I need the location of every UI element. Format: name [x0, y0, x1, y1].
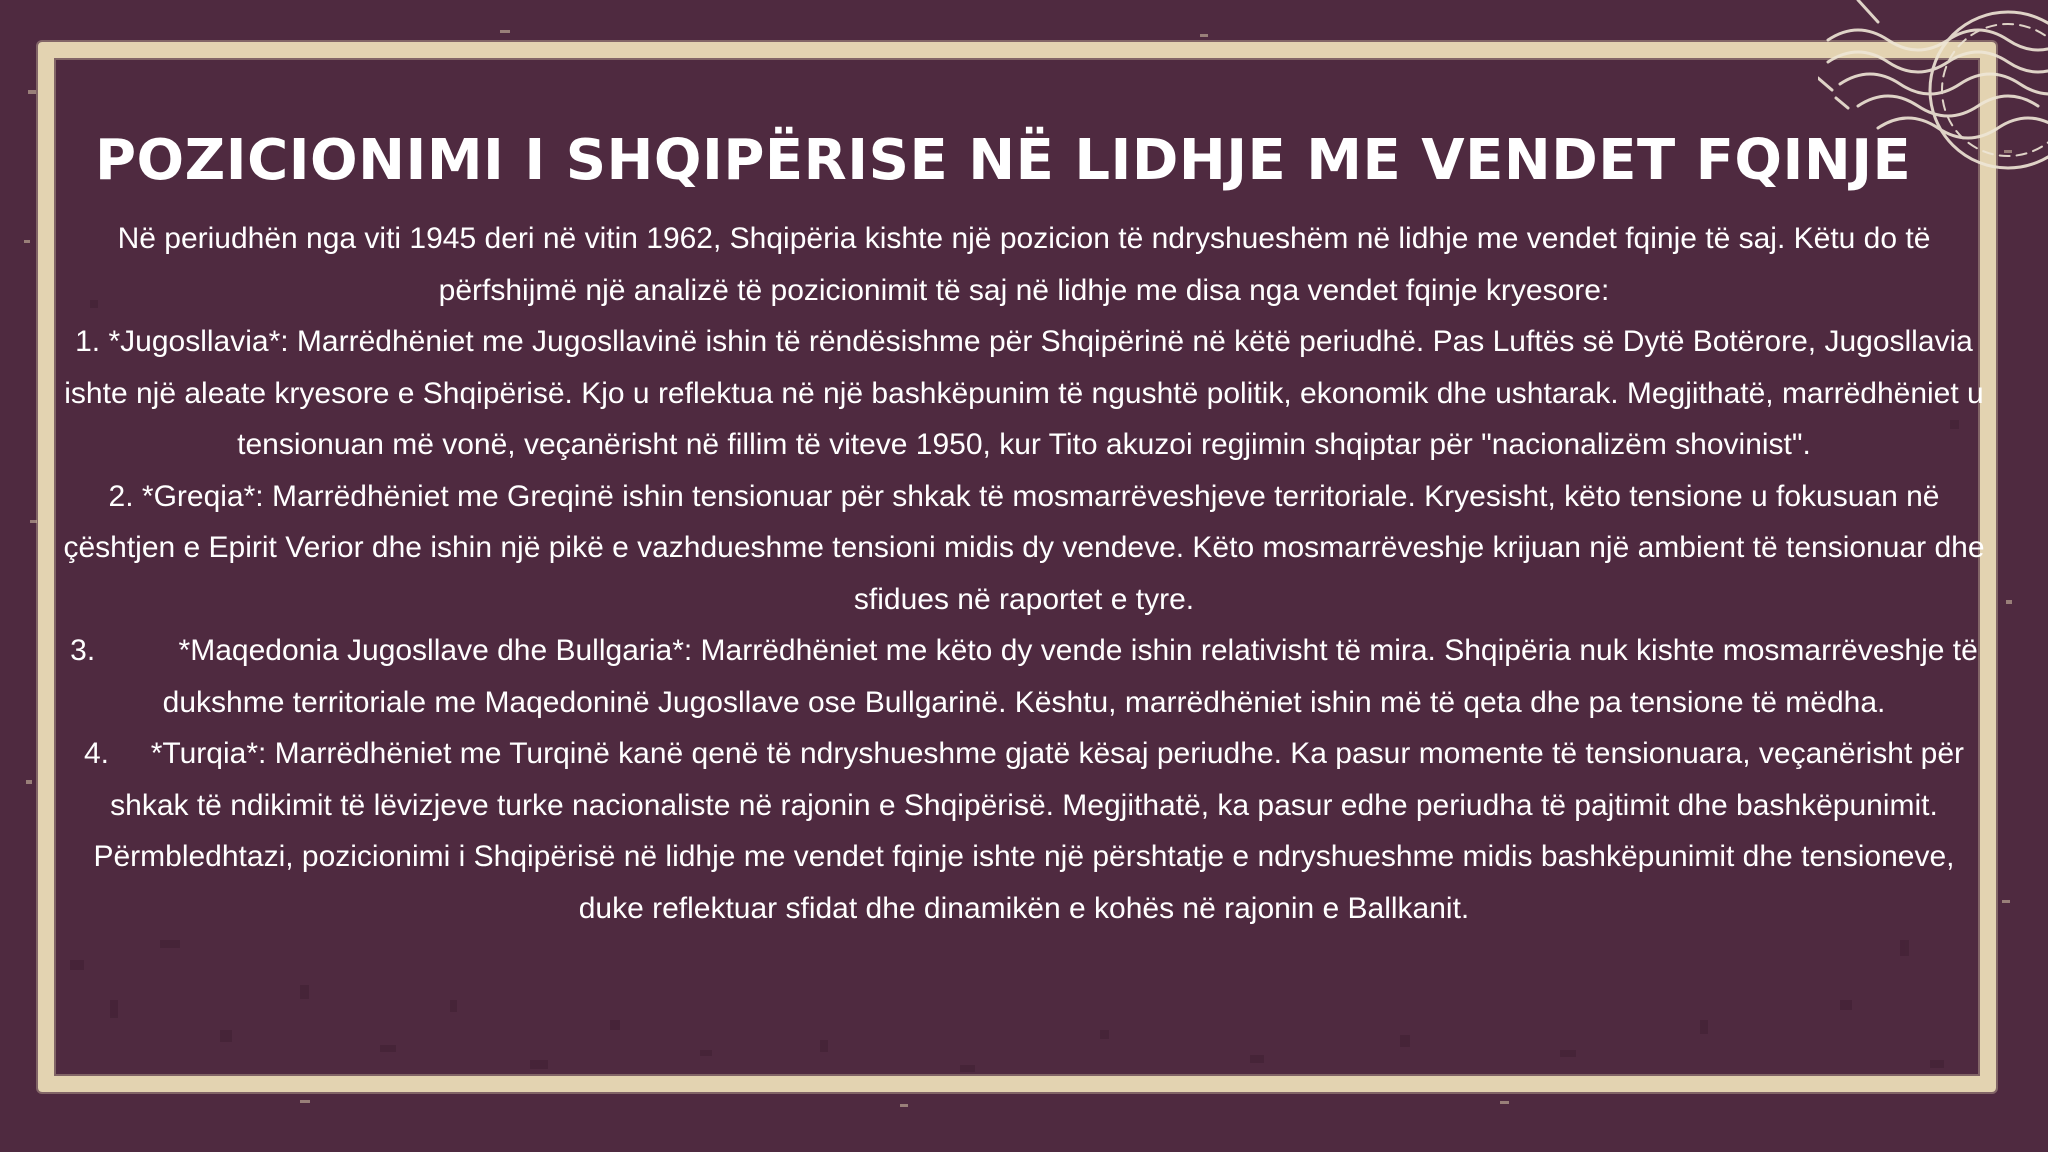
list-marker: 2. [108, 479, 134, 513]
page-title: POZICIONIMI I SHQIPËRISE NË LIDHJE ME VENDET FQINJE [95, 128, 1912, 193]
summary-paragraph: Përmbledhtazi, pozicionimi i Shqipërisë në lidhje me vendet fqinje ishte një përshtatje e ndryshueshme midis bashkëpunimit dhe tensioneve, duke reflektuar sfidat dhe dinamikën e kohës në rajonin e Ballkanit. [93, 840, 1955, 925]
content-body [60, 213, 1988, 934]
list-item-4 [60, 728, 1988, 831]
list-marker: 3. [70, 634, 96, 667]
list-marker: 1. [75, 325, 101, 358]
list-item-text: *Jugosllavia*: Marrëdhëniet me Jugosllavinë ishin të rëndësishme për Shqipërinë në këtë periudhë. Pas Luftës së Dytë Botërore, Jugosllavia ishte një aleate kryesore e Shqipërisë. Kjo u reflektua në një bashkëpunim të ngushtë politik, ekonomik dhe ushtarak. Megjithatë, marrëdhëniet u tensionuan më vonë, veçanërisht në fillim të viteve 1950, kur Tito akuzoi regjimin shqiptar për "nacionalizëm shovinist". [64, 325, 1984, 461]
intro-paragraph: Në periudhën nga viti 1945 deri në vitin 1962, Shqipëria kishte një pozicion të ndryshueshëm në lidhje me vendet fqinje të saj. Këtu do të përfshijmë një analizë të pozicionimit të saj në lidhje me disa nga vendet fqinje kryesore: [117, 222, 1931, 307]
list-marker: 4. [84, 737, 110, 770]
list-item-1 [60, 316, 1988, 471]
list-item-text: *Maqedonia Jugosllave dhe Bullgaria*: Marrëdhëniet me këto dy vende ishin relativisht të mira. Shqipëria nuk kishte mosmarrëveshje të dukshme territoriale me Maqedoninë Jugosllave ose Bullgarinë. Kështu, marrëdhëniet ishin më të qeta dhe pa tensione të mëdha. [162, 634, 1978, 719]
list-item-text: *Greqia*: Marrëdhëniet me Greqinë ishin tensionuar për shkak të mosmarrëveshjeve territoriale. Kryesisht, këto tensione u fokusuan në çështjen e Epirit Verior dhe ishin një pikë e vazhdueshme tensioni midis dy vendeve. Këto mosmarrëveshje krijuan një ambient të tensionuar dhe sfidues në raportet e tyre. [63, 479, 1985, 616]
list-item-text: *Turqia*: Marrëdhëniet me Turqinë kanë qenë të ndryshueshme gjatë kësaj periudhe. Ka pasur momente të tensionuara, veçanërisht për shkak të ndikimit të lëvizjeve turke nacionaliste në rajonin e Shqipërisë. Megjithatë, ka pasur edhe periudha të pajtimit dhe bashkëpunimit. [110, 737, 1964, 822]
list-item-3 [60, 625, 1988, 728]
list-item-2 [60, 471, 1988, 626]
